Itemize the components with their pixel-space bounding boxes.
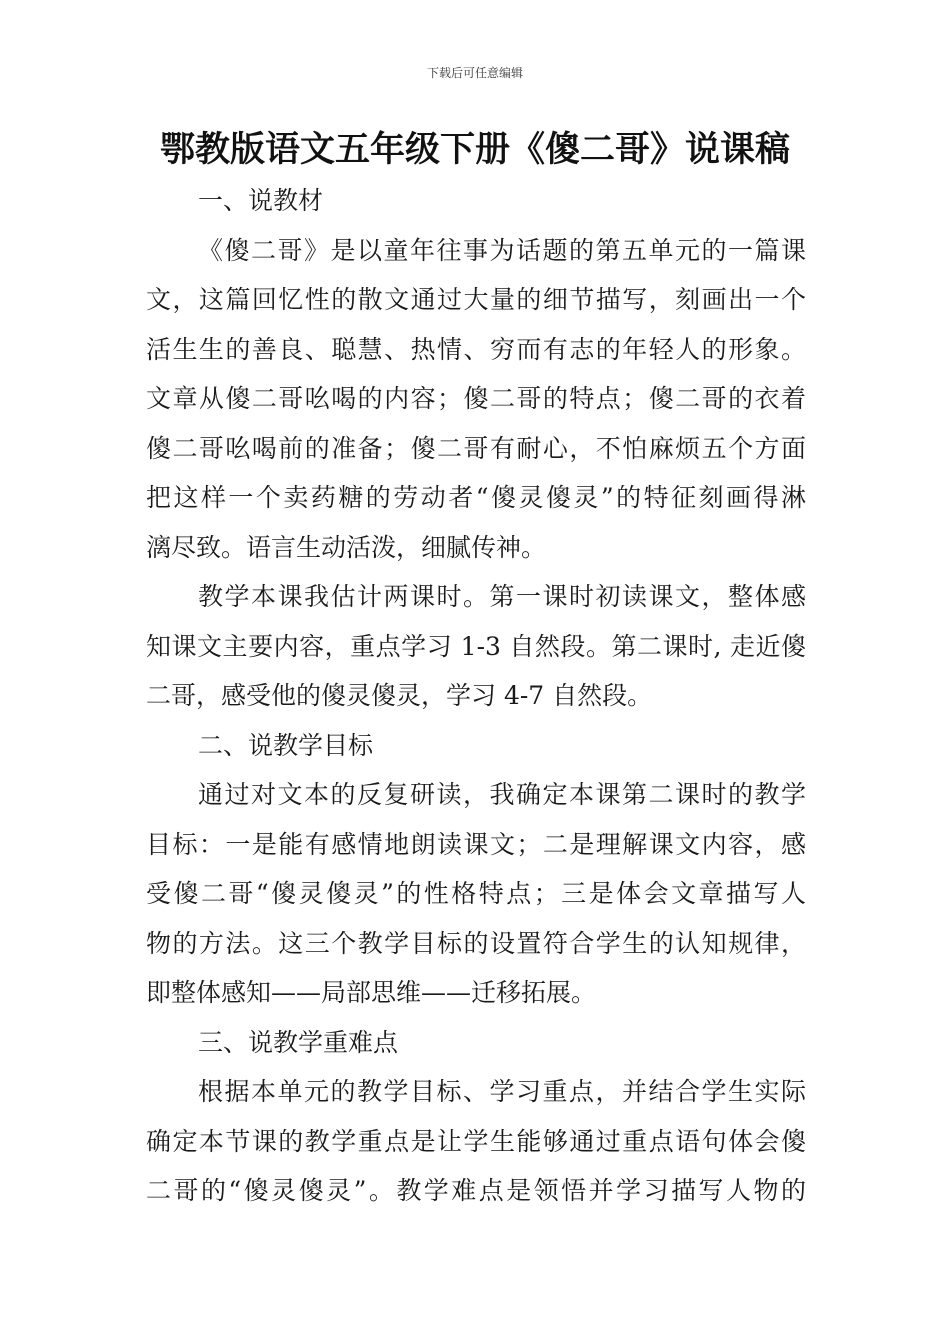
text-line: 活生生的善良、聪慧、热情、穷而有志的年轻人的形象。 bbox=[146, 334, 806, 364]
text-line: 文，这篇回忆性的散文通过大量的细节描写，刻画出一个 bbox=[146, 285, 806, 314]
text-line: 《傻二哥》是以童年往事为话题的第五单元的一篇课 bbox=[198, 235, 806, 265]
text-line: 傻二哥吆喝前的准备；傻二哥有耐心，不怕麻烦五个方面 bbox=[146, 433, 806, 463]
text-line: 三、说教学重难点 bbox=[198, 1027, 399, 1057]
text-line: 二、说教学目标 bbox=[198, 730, 374, 760]
text-line: 受傻二哥“傻灵傻灵”的性格特点；三是体会文章描写人 bbox=[146, 879, 806, 908]
text-line: 一、说教材 bbox=[198, 186, 324, 215]
text-line: 确定本节课的教学重点是让学生能够通过重点语句体会傻 bbox=[146, 1126, 806, 1156]
text-line: 把这样一个卖药糖的劳动者“傻灵傻灵”的特征刻画得淋 bbox=[146, 483, 806, 512]
text-line: 二哥，感受他的傻灵傻灵，学习 4-7 自然段。 bbox=[146, 681, 653, 710]
text-line: 文章从傻二哥吆喝的内容；傻二哥的特点；傻二哥的衣着 bbox=[146, 384, 806, 413]
text-line: 即整体感知——局部思维——迁移拓展。 bbox=[146, 978, 597, 1007]
text-line: 知课文主要内容，重点学习 1-3 自然段。第二课时, 走近傻 bbox=[146, 631, 806, 661]
text-line: 二哥的“傻灵傻灵”。教学难点是领悟并学习描写人物的 bbox=[146, 1176, 806, 1205]
text-line: 目标：一是能有感情地朗读课文；二是理解课文内容，感 bbox=[146, 829, 806, 859]
document-title: 鄂教版语文五年级下册《傻二哥》说课稿 bbox=[159, 130, 790, 170]
page-header: 下载后可任意编辑 bbox=[426, 66, 523, 80]
text-line: 物的方法。这三个教学目标的设置符合学生的认知规律， bbox=[146, 928, 806, 958]
document-body bbox=[146, 176, 806, 1216]
text-line: 通过对文本的反复研读，我确定本课第二课时的教学 bbox=[198, 780, 806, 809]
text-line: 根据本单元的教学目标、学习重点，并结合学生实际 bbox=[198, 1077, 806, 1106]
text-line: 漓尽致。语言生动活泼，细腻传神。 bbox=[146, 532, 547, 562]
text-line: 教学本课我估计两课时。第一课时初读课文，整体感 bbox=[198, 582, 806, 611]
